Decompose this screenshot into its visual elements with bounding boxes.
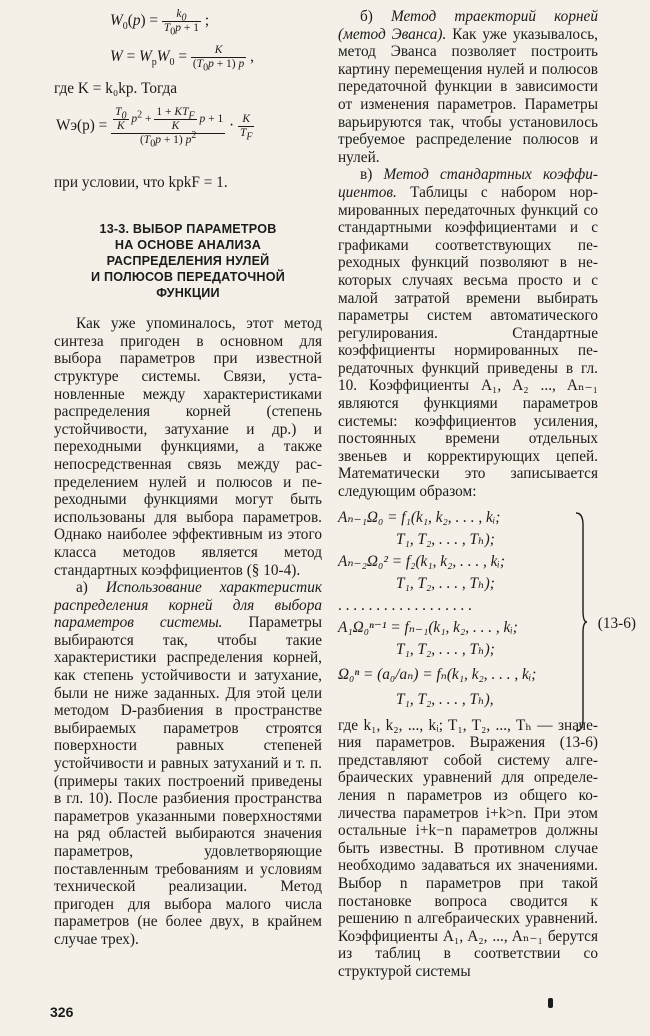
- equation-system-13-6: [338, 507, 636, 711]
- heading-line-5: ФУНКЦИИ: [156, 286, 220, 301]
- paragraph-intro: Как уже упоминалось, этот метод синтеза пригоден в основном для выбора параметров при известной структуре системы. Связи, установленные между характеристиками распределения корней (степень устойчивости, затухание и др.) и переходными функциями, а также непосредственная связь между распределением нулей и полюсов и переходными функциями могут быть использованы для выбора параметров. Однако наиболее эффективным из этого класса методов является метод стандартных коэффициентов (§ 10-4).: [54, 315, 322, 579]
- paragraph-a-title: Использование характеристик распределения корней для выбора параметров системы.: [54, 579, 322, 632]
- right-brace: [574, 511, 588, 733]
- condition-line: при условии, что kрkF = 1.: [54, 173, 228, 191]
- system-row-6: T₁, T₂, . . . , Tₕ);: [396, 640, 495, 658]
- paragraph-b-label: б): [360, 8, 373, 25]
- paragraph-c-body: Таблицы с набором нормированных передаточных функций со стандартными коэффициентами и с графиками соответствующих переходных функций позволяют в некоторых случаях весьма просто и с малой затратой времени выбирать параметры систем автоматического регулирования. Стандартные коэффициенты нормированных передаточных функций приведены в гл. 10. Коэффициенты A₁, A₂ ..., Aₙ₋₁ являются функциями параметров системы: коэффициентов усиления, постоянных времени отдельных звеньев и корректирующих цепей. Математически это записывается следующим образом:: [338, 183, 598, 501]
- system-row-3: Aₙ₋₂Ω₀² = f₂(k₁, k₂, . . . , kᵢ;: [338, 552, 505, 570]
- system-row-2: T₁, T₂, . . . , Tₕ);: [396, 530, 495, 548]
- left-column: [54, 8, 322, 949]
- equation-we: Wэ(p) = $\frac{T_0}{K}$ $p^2$ + $\frac{1 + KT_F}{K}$ p + 1 $(T_0p + 1)$ $p^2$ · $\frac{K}{T_F}$: [56, 105, 253, 149]
- right-column: [338, 8, 636, 981]
- heading-line-4: И ПОЛЮСОВ ПЕРЕДАТОЧНОЙ: [91, 270, 285, 285]
- system-row-8: T₁, T₂, . . . , Tₕ),: [396, 690, 494, 708]
- heading-line-3: РАСПРЕДЕЛЕНИЯ НУЛЕЙ: [106, 254, 270, 269]
- system-row-1: Aₙ₋₁Ω₀ = f₁(k₁, k₂, . . . , kᵢ;: [338, 508, 501, 526]
- paragraph-b-title: Метод траекторий корней (метод Эванса).: [338, 8, 598, 43]
- equation-we-lhs: Wэ(p) =: [56, 116, 108, 134]
- equation-w0: $W_0(p)$ = $\frac{k_0}{T_0p + 1}$ ;: [110, 8, 210, 38]
- paragraph-b-body: Как уже указывалось, метод Эванса позволяет построить картину перемещения нулей и полюсов передаточной функции в зависимости от изменения параметров. Параметры варьируются так, чтобы установилось требуемое распределение полюсов и нулей.: [338, 25, 599, 166]
- paragraph-a-label: а): [76, 579, 88, 597]
- system-row-dots: . . . . . . . . . . . . . . . . . .: [338, 596, 472, 614]
- paragraph-c-title: Метод стандартных коэффициентов.: [338, 166, 598, 201]
- paragraph-a-body: Параметры выбираются так, чтобы такие характеристики распределения корней, как степень устойчивости и затухание, были не ниже заданных. Для этой цели методом D-разбиения в пространстве выбираемых параметров строятся поверхности равных степеней устойчивости и равных затуханий и т. п. (примеры таких построений приведены в гл. 10). После разбиения пространства параметров указанными поверхностями на ряд областей выбираются значения параметров, удовлетворяющие поставленным требованиям и условиям технической реализации. Метод пригоден для выбора малого числа параметров (не более двух, в крайнем случае трех).: [54, 614, 322, 948]
- system-row-5: A₁Ω₀ⁿ⁻¹ = fₙ₋₁(k₁, k₂, . . . , kᵢ;: [338, 618, 518, 636]
- system-row-4: T₁, T₂, . . . , Tₕ);: [396, 574, 495, 592]
- paragraph-d: где k₁, k₂, ..., kᵢ; T₁, T₂, ..., Tₕ — значения параметров. Выражения (13-6) представляют собой систему алгебраических уравнений для определеления n параметров из общего количества параметров i+k>n. При этом остальные i+k−n параметров должны быть известны. В противном случае необходимо задаваться их значениями. Выбор n параметров при такой постановке вопроса сводится к решению n алгебраических уравнений. Коэффициенты A₁, A₂, ..., Aₙ₋₁ берутся из таблиц в соответствии со структурой системы: [338, 716, 598, 980]
- paragraph-c-label: в): [360, 166, 373, 184]
- paragraph-a: [54, 579, 322, 948]
- equation-number: (13-6): [597, 614, 636, 632]
- section-heading: [54, 221, 322, 301]
- ink-dot: [548, 998, 553, 1008]
- page-number: 326: [50, 1004, 74, 1020]
- heading-line-2: НА ОСНОВЕ АНАЛИЗА: [114, 238, 262, 253]
- heading-line-1: 13-3. ВЫБОР ПАРАМЕТРОВ: [99, 222, 277, 237]
- where-line: где K = k₀kр. Тогда: [54, 80, 178, 97]
- paragraph-b: [338, 8, 598, 166]
- system-row-7: Ω₀ⁿ = (a₀/aₙ) = fₙ(k₁, k₂, . . . , kᵢ;: [338, 665, 537, 683]
- paragraph-c: [338, 166, 598, 500]
- equation-w: $W = W_рW_0$ = $\frac{K}{(T_0p + 1) p}$ ,: [110, 44, 254, 74]
